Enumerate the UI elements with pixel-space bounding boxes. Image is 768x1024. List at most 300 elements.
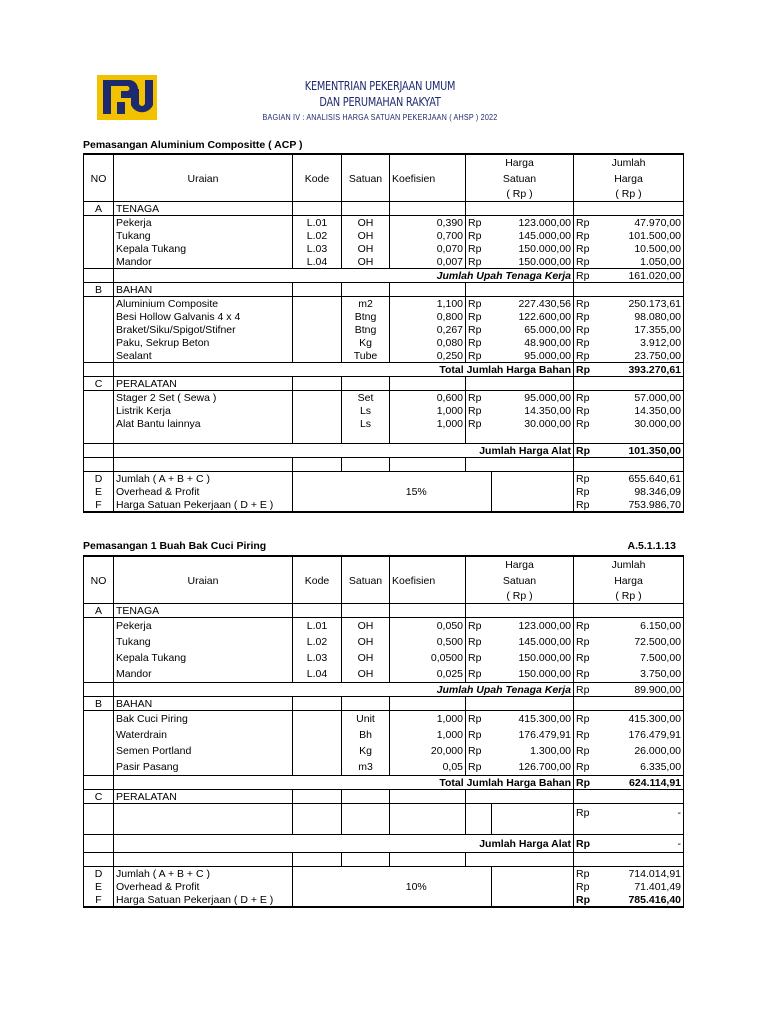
- cell-uraian: Paku, Sekrup Beton: [114, 336, 293, 349]
- col-uraian: Uraian: [114, 573, 293, 589]
- cell-satuan: OH: [342, 242, 390, 255]
- section1-title: Pemasangan Aluminium Compositte ( ACP ): [83, 139, 303, 151]
- summary-row: [84, 880, 684, 893]
- cell-kode: [293, 391, 342, 405]
- cell-rp: Rp: [466, 336, 492, 349]
- cell-rp: Rp: [574, 618, 601, 635]
- subtotal-rp: Rp: [574, 269, 601, 283]
- col-jumlah: Jumlah: [574, 556, 684, 573]
- cell-uraian: Tukang: [114, 229, 293, 242]
- summary-letter: E: [84, 880, 114, 893]
- subtotal-value: 624.114,91: [601, 776, 684, 790]
- cell-rp: Rp: [574, 242, 601, 255]
- group-label: TENAGA: [114, 604, 293, 618]
- group-row: [84, 604, 684, 618]
- cell-koefisien: 0,700: [390, 229, 466, 242]
- cell-uraian: Kepala Tukang: [114, 650, 293, 666]
- summary-row: [84, 472, 684, 486]
- col-uraian: Uraian: [114, 171, 293, 187]
- cell-rp: Rp: [466, 417, 492, 430]
- cell-rp: Rp: [466, 297, 492, 311]
- section1-tenaga-rows: [84, 216, 684, 269]
- cell-uraian: Mandor: [114, 255, 293, 269]
- cell-kode: [293, 417, 342, 430]
- section2-table: [83, 555, 684, 908]
- col-satuan: Satuan: [342, 171, 390, 187]
- cell-satuan: m2: [342, 297, 390, 311]
- cell-rp: Rp: [574, 634, 601, 650]
- col-harga-satuan: Satuan: [466, 171, 574, 187]
- summary-rp: Rp: [574, 893, 601, 907]
- table-row: [84, 804, 684, 835]
- col-jumlah-unit: ( Rp ): [574, 589, 684, 604]
- cell-uraian: Kepala Tukang: [114, 242, 293, 255]
- cell-jumlah: 176.479,91: [601, 727, 684, 743]
- summary-percent: [342, 472, 492, 486]
- summary-value: 753.986,70: [601, 498, 684, 512]
- cell-harga: 150.000,00: [492, 242, 574, 255]
- table-header-row: [84, 187, 684, 202]
- cell-rp: Rp: [466, 650, 492, 666]
- group-label: PERALATAN: [114, 790, 293, 804]
- cell-koefisien: 0,007: [390, 255, 466, 269]
- summary-letter: D: [84, 472, 114, 486]
- summary-percent: [342, 867, 492, 881]
- cell-jumlah: 47.970,00: [601, 216, 684, 230]
- cell-rp: Rp: [466, 216, 492, 230]
- cell-satuan: m3: [342, 759, 390, 776]
- cell-rp: Rp: [466, 743, 492, 759]
- subtotal-label: Jumlah Upah Tenaga Kerja: [390, 683, 574, 697]
- summary-value: 98.346,09: [601, 485, 684, 498]
- group-letter: B: [84, 283, 114, 297]
- cell-rp: Rp: [466, 323, 492, 336]
- summary-row: [84, 867, 684, 881]
- cell-kode: [293, 404, 342, 417]
- table-row: [84, 349, 684, 363]
- cell-rp: Rp: [574, 216, 601, 230]
- cell-rp: Rp: [574, 650, 601, 666]
- cell-satuan: OH: [342, 255, 390, 269]
- table-header-row: [84, 573, 684, 589]
- cell-kode: [293, 297, 342, 311]
- cell-rp: Rp: [574, 666, 601, 683]
- subtotal-label: Jumlah Harga Alat: [390, 835, 574, 853]
- group-row: [84, 790, 684, 804]
- table-row: [84, 297, 684, 311]
- cell-rp: Rp: [466, 711, 492, 728]
- subtotal-value: 89.900,00: [601, 683, 684, 697]
- summary-letter: D: [84, 867, 114, 881]
- summary-rp: Rp: [574, 880, 601, 893]
- cell-uraian: Waterdrain: [114, 727, 293, 743]
- table-row: [84, 229, 684, 242]
- cell-koefisien: 0,05: [390, 759, 466, 776]
- group-label: PERALATAN: [114, 377, 293, 391]
- section2-summary-rows: [84, 867, 684, 908]
- cell-jumlah: 3.750,00: [601, 666, 684, 683]
- cell-rp: Rp: [574, 404, 601, 417]
- cell-satuan: Bh: [342, 727, 390, 743]
- cell-rp: Rp: [574, 743, 601, 759]
- subtotal-rp: Rp: [574, 444, 601, 458]
- cell-harga: 145.000,00: [492, 634, 574, 650]
- cell-uraian: Stager 2 Set ( Sewa ): [114, 391, 293, 405]
- cell-rp: Rp: [574, 229, 601, 242]
- cell-uraian: Besi Hollow Galvanis 4 x 4: [114, 310, 293, 323]
- summary-rp: Rp: [574, 498, 601, 512]
- group-letter: A: [84, 202, 114, 216]
- table-row: [84, 727, 684, 743]
- cell-uraian: Alat Bantu lainnya: [114, 417, 293, 430]
- cell-kode: [293, 336, 342, 349]
- group-letter: B: [84, 697, 114, 711]
- section1-bahan-rows: [84, 297, 684, 363]
- cell-uraian: Tukang: [114, 634, 293, 650]
- cell-koefisien: 0,080: [390, 336, 466, 349]
- cell-koefisien: 0,0500: [390, 650, 466, 666]
- cell-satuan: Unit: [342, 711, 390, 728]
- cell-kode: [293, 349, 342, 363]
- section2-title: Pemasangan 1 Buah Bak Cuci Piring: [83, 540, 267, 552]
- cell-jumlah: 23.750,00: [601, 349, 684, 363]
- cell-satuan: OH: [342, 216, 390, 230]
- subtotal-rp: Rp: [574, 683, 601, 697]
- col-jumlah-unit: ( Rp ): [574, 187, 684, 202]
- group-letter: A: [84, 604, 114, 618]
- table-header-row: [84, 556, 684, 573]
- cell-koefisien: 0,800: [390, 310, 466, 323]
- summary-label: Harga Satuan Pekerjaan ( D + E ): [114, 893, 293, 907]
- cell-jumlah: 7.500,00: [601, 650, 684, 666]
- summary-rp: Rp: [574, 485, 601, 498]
- summary-label: Overhead & Profit: [114, 880, 293, 893]
- subtotal-rp: Rp: [574, 835, 601, 853]
- cell-jumlah: 17.355,00: [601, 323, 684, 336]
- cell-koefisien: 0,025: [390, 666, 466, 683]
- cell-rp: Rp: [466, 759, 492, 776]
- col-no: NO: [84, 573, 114, 589]
- cell-koefisien: 0,070: [390, 242, 466, 255]
- summary-percent: [342, 498, 492, 512]
- cell-uraian: Sealant: [114, 349, 293, 363]
- subtotal-label: Total Jumlah Harga Bahan: [390, 776, 574, 790]
- cell-jumlah: -: [601, 804, 684, 835]
- summary-label: Overhead & Profit: [114, 485, 293, 498]
- cell-rp: Rp: [466, 229, 492, 242]
- cell-kode: [293, 759, 342, 776]
- table-row: [84, 242, 684, 255]
- summary-rp: Rp: [574, 472, 601, 486]
- cell-koefisien: 0,050: [390, 618, 466, 635]
- cell-rp: Rp: [574, 727, 601, 743]
- subtotal-row: [84, 269, 684, 283]
- table-row: [84, 743, 684, 759]
- ministry-name-line2: DAN PERUMAHAN RAKYAT: [319, 94, 441, 109]
- cell-jumlah: 57.000,00: [601, 391, 684, 405]
- cell-harga: 122.600,00: [492, 310, 574, 323]
- cell-satuan: OH: [342, 666, 390, 683]
- cell-uraian: Pekerja: [114, 618, 293, 635]
- cell-koefisien: 0,500: [390, 634, 466, 650]
- cell-jumlah: 1.050,00: [601, 255, 684, 269]
- table-row: [84, 634, 684, 650]
- cell-rp: Rp: [574, 804, 601, 835]
- summary-row: [84, 498, 684, 512]
- col-harga: Harga: [466, 556, 574, 573]
- cell-kode: [293, 323, 342, 336]
- table-header-row: [84, 589, 684, 604]
- cell-rp: Rp: [466, 618, 492, 635]
- subtotal-label: Jumlah Harga Alat: [390, 444, 574, 458]
- cell-rp: Rp: [466, 255, 492, 269]
- cell-koefisien: 1,000: [390, 711, 466, 728]
- summary-percent: 10%: [342, 880, 492, 893]
- cell-jumlah: 30.000,00: [601, 417, 684, 430]
- cell-koefisien: 1,100: [390, 297, 466, 311]
- cell-harga: 95.000,00: [492, 391, 574, 405]
- cell-uraian: Bak Cuci Piring: [114, 711, 293, 728]
- cell-satuan: Tube: [342, 349, 390, 363]
- subtotal-row: [84, 835, 684, 853]
- cell-uraian: Semen Portland: [114, 743, 293, 759]
- cell-satuan: Btng: [342, 310, 390, 323]
- col-harga-unit: ( Rp ): [466, 187, 574, 202]
- cell-harga: 95.000,00: [492, 349, 574, 363]
- section1-alat-rows: [84, 391, 684, 431]
- col-koefisien: Koefisien: [390, 573, 466, 589]
- table-row: [84, 336, 684, 349]
- subtotal-value: 101.350,00: [601, 444, 684, 458]
- cell-satuan: Kg: [342, 336, 390, 349]
- subtotal-rp: Rp: [574, 363, 601, 377]
- table-row: [84, 711, 684, 728]
- cell-harga: 14.350,00: [492, 404, 574, 417]
- cell-koefisien: 0,250: [390, 349, 466, 363]
- cell-rp: Rp: [574, 310, 601, 323]
- cell-rp: Rp: [466, 404, 492, 417]
- cell-kode: L.04: [293, 255, 342, 269]
- cell-jumlah: 3.912,00: [601, 336, 684, 349]
- cell-satuan: OH: [342, 229, 390, 242]
- cell-koefisien: 0,390: [390, 216, 466, 230]
- subtotal-value: 161.020,00: [601, 269, 684, 283]
- cell-uraian: Pasir Pasang: [114, 759, 293, 776]
- cell-harga: 227.430,56: [492, 297, 574, 311]
- group-row: [84, 697, 684, 711]
- summary-label: Jumlah ( A + B + C ): [114, 867, 293, 881]
- cell-rp: Rp: [574, 391, 601, 405]
- subtotal-row: [84, 363, 684, 377]
- cell-uraian: Listrik Kerja: [114, 404, 293, 417]
- cell-kode: [293, 727, 342, 743]
- cell-jumlah: 415.300,00: [601, 711, 684, 728]
- section1-table: [83, 153, 684, 513]
- cell-kode: L.02: [293, 229, 342, 242]
- section2-bahan-rows: [84, 711, 684, 776]
- pupr-logo: [97, 75, 157, 120]
- cell-koefisien: 1,000: [390, 727, 466, 743]
- group-row: [84, 283, 684, 297]
- col-jumlah-harga: Harga: [574, 573, 684, 589]
- cell-harga: 126.700,00: [492, 759, 574, 776]
- cell-rp: Rp: [574, 711, 601, 728]
- cell-satuan: Kg: [342, 743, 390, 759]
- cell-koefisien: 1,000: [390, 404, 466, 417]
- cell-harga: 1.300,00: [492, 743, 574, 759]
- cell-rp: Rp: [574, 336, 601, 349]
- cell-uraian: Aluminium Composite: [114, 297, 293, 311]
- col-no: NO: [84, 171, 114, 187]
- subtotal-rp: Rp: [574, 776, 601, 790]
- cell-jumlah: 14.350,00: [601, 404, 684, 417]
- table-row: [84, 417, 684, 430]
- cell-satuan: Ls: [342, 417, 390, 430]
- table-row: [84, 310, 684, 323]
- cell-harga: 415.300,00: [492, 711, 574, 728]
- cell-harga: 48.900,00: [492, 336, 574, 349]
- cell-satuan: Set: [342, 391, 390, 405]
- summary-label: Harga Satuan Pekerjaan ( D + E ): [114, 498, 293, 512]
- cell-kode: L.03: [293, 650, 342, 666]
- cell-satuan: OH: [342, 634, 390, 650]
- subtotal-value: 393.270,61: [601, 363, 684, 377]
- summary-row: [84, 893, 684, 907]
- cell-rp: Rp: [574, 417, 601, 430]
- col-kode: Kode: [293, 573, 342, 589]
- cell-harga: 145.000,00: [492, 229, 574, 242]
- col-harga: Harga: [466, 154, 574, 171]
- cell-rp: Rp: [466, 242, 492, 255]
- cell-rp: Rp: [466, 349, 492, 363]
- cell-koefisien: 0,267: [390, 323, 466, 336]
- cell-harga: 123.000,00: [492, 216, 574, 230]
- col-jumlah: Jumlah: [574, 154, 684, 171]
- subtotal-value: -: [601, 835, 684, 853]
- cell-kode: L.03: [293, 242, 342, 255]
- table-row: [84, 759, 684, 776]
- summary-value: 655.640,61: [601, 472, 684, 486]
- cell-harga: 150.000,00: [492, 666, 574, 683]
- cell-kode: [293, 743, 342, 759]
- group-row: [84, 202, 684, 216]
- summary-letter: E: [84, 485, 114, 498]
- table-row: [84, 391, 684, 405]
- table-row: [84, 404, 684, 417]
- table-row: [84, 323, 684, 336]
- cell-jumlah: 98.080,00: [601, 310, 684, 323]
- cell-satuan: Btng: [342, 323, 390, 336]
- cell-harga: 150.000,00: [492, 255, 574, 269]
- subtotal-row: [84, 683, 684, 697]
- summary-percent: 15%: [342, 485, 492, 498]
- cell-satuan: OH: [342, 618, 390, 635]
- cell-kode: L.02: [293, 634, 342, 650]
- ministry-name-line1: KEMENTRIAN PEKERJAAN UMUM: [304, 78, 456, 93]
- cell-jumlah: 6.150,00: [601, 618, 684, 635]
- group-label: BAHAN: [114, 697, 293, 711]
- summary-rp: Rp: [574, 867, 601, 881]
- group-letter: C: [84, 377, 114, 391]
- cell-rp: Rp: [574, 297, 601, 311]
- table-row: [84, 216, 684, 230]
- cell-uraian: Mandor: [114, 666, 293, 683]
- cell-harga: 65.000,00: [492, 323, 574, 336]
- subtotal-label: Jumlah Upah Tenaga Kerja: [390, 269, 574, 283]
- cell-koefisien: 20,000: [390, 743, 466, 759]
- cell-rp: Rp: [574, 759, 601, 776]
- cell-koefisien: 1,000: [390, 417, 466, 430]
- col-harga-unit: ( Rp ): [466, 589, 574, 604]
- table-row: [84, 618, 684, 635]
- document-subtitle: BAGIAN IV : ANALISIS HARGA SATUAN PEKERJAAN ( AHSP ) 2022: [262, 113, 498, 122]
- cell-jumlah: 10.500,00: [601, 242, 684, 255]
- cell-jumlah: 101.500,00: [601, 229, 684, 242]
- table-row: [84, 255, 684, 269]
- cell-kode: L.01: [293, 618, 342, 635]
- cell-uraian: Braket/Siku/Spigot/Stifner: [114, 323, 293, 336]
- cell-jumlah: 6.335,00: [601, 759, 684, 776]
- group-label: TENAGA: [114, 202, 293, 216]
- col-harga-satuan: Satuan: [466, 573, 574, 589]
- cell-koefisien: 0,600: [390, 391, 466, 405]
- col-satuan: Satuan: [342, 573, 390, 589]
- cell-harga: 176.479,91: [492, 727, 574, 743]
- col-koefisien: Koefisien: [390, 171, 466, 187]
- cell-kode: [293, 310, 342, 323]
- group-row: [84, 377, 684, 391]
- cell-rp: Rp: [466, 666, 492, 683]
- section2-code: A.5.1.1.13: [627, 540, 676, 552]
- cell-rp: Rp: [574, 255, 601, 269]
- cell-kode: [293, 711, 342, 728]
- group-label: BAHAN: [114, 283, 293, 297]
- cell-harga: 30.000,00: [492, 417, 574, 430]
- cell-harga: 150.000,00: [492, 650, 574, 666]
- cell-kode: L.01: [293, 216, 342, 230]
- subtotal-row: [84, 444, 684, 458]
- subtotal-row: [84, 776, 684, 790]
- summary-value: 71.401,49: [601, 880, 684, 893]
- cell-harga: 123.000,00: [492, 618, 574, 635]
- cell-rp: Rp: [466, 634, 492, 650]
- summary-letter: F: [84, 498, 114, 512]
- subtotal-label: Total Jumlah Harga Bahan: [390, 363, 574, 377]
- section2-tenaga-rows: [84, 618, 684, 683]
- cell-satuan: OH: [342, 650, 390, 666]
- cell-satuan: Ls: [342, 404, 390, 417]
- cell-rp: Rp: [466, 310, 492, 323]
- group-letter: C: [84, 790, 114, 804]
- table-row: [84, 650, 684, 666]
- summary-percent: [342, 893, 492, 907]
- section1-summary-rows: [84, 472, 684, 513]
- cell-jumlah: 250.173,61: [601, 297, 684, 311]
- col-kode: Kode: [293, 171, 342, 187]
- col-jumlah-harga: Harga: [574, 171, 684, 187]
- cell-rp: Rp: [574, 349, 601, 363]
- summary-value: 714.014,91: [601, 867, 684, 881]
- summary-label: Jumlah ( A + B + C ): [114, 472, 293, 486]
- summary-value: 785.416,40: [601, 893, 684, 907]
- table-header-row: [84, 154, 684, 171]
- table-row: [84, 666, 684, 683]
- cell-kode: L.04: [293, 666, 342, 683]
- summary-letter: F: [84, 893, 114, 907]
- cell-rp: Rp: [466, 727, 492, 743]
- cell-rp: Rp: [466, 391, 492, 405]
- summary-row: [84, 485, 684, 498]
